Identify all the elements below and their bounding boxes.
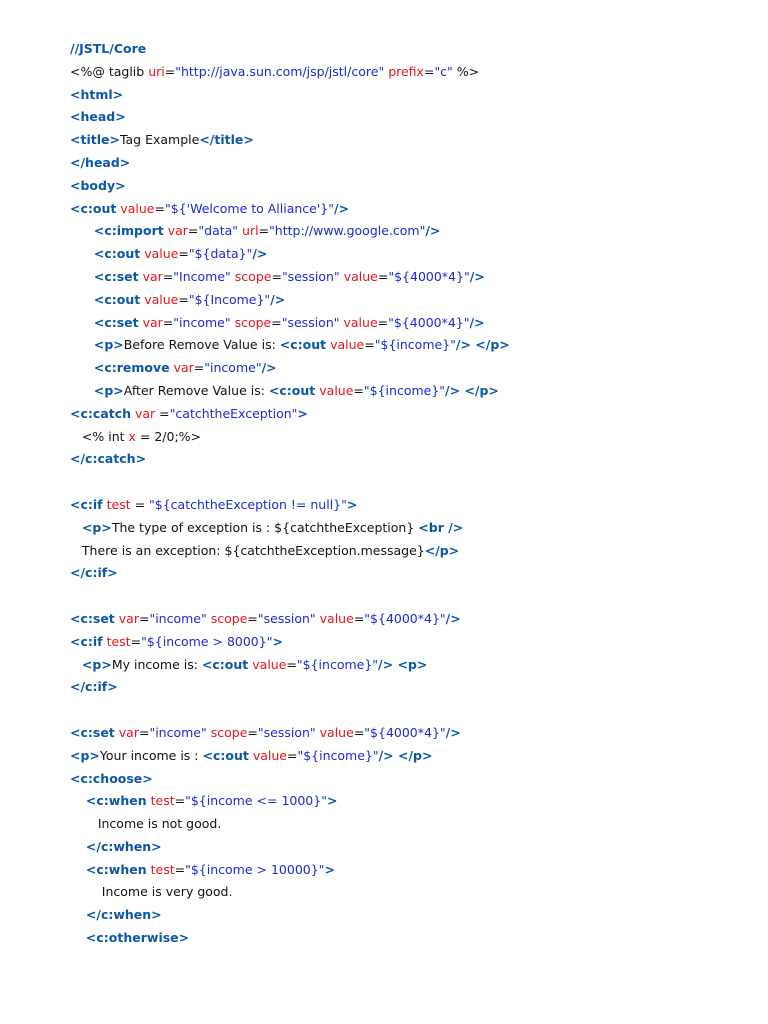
code-token-attr: value [120,200,155,216]
code-line [70,722,750,745]
code-line [70,357,750,380]
code-token-text: = [174,861,186,877]
code-token-text: After Remove Value is: [123,382,269,398]
code-token-tag: <c:out [268,382,316,398]
code-token-tag: </head> [70,154,131,170]
code-token-attr: value [330,337,365,353]
code-token-attr: x [128,428,136,444]
code-token-attr: value [319,610,354,626]
code-token-text: = [130,633,142,649]
code-token-tag: <html> [70,86,124,102]
code-line [70,517,750,540]
code-token-text: Income is not good. [70,816,222,832]
code-token-text: = [187,223,199,239]
code-token-tag: /> </p> [378,747,433,763]
code-token-text: My income is: [111,656,202,672]
code-line [70,448,750,471]
code-token-attr: test [106,633,131,649]
code-line [70,198,750,221]
code-token-tag: /> [445,724,461,740]
code-token-text: = [364,337,375,353]
code-line [70,312,750,335]
code-token-text: = [423,63,435,79]
code-token-val: "${income}" [296,656,379,672]
code-token-attr: value [319,724,354,740]
code-line [70,129,750,152]
code-token-tag: /> [425,223,441,239]
code-line [70,84,750,107]
code-token-attr: var [167,223,188,239]
code-token-val: "catchtheException" [169,405,298,421]
code-line [70,471,750,494]
code-line [70,631,750,654]
code-token-tag: /> [469,314,485,330]
code-line [70,562,750,585]
code-token-tag: <c:out [70,200,117,216]
code-line [70,745,750,768]
code-token-tag: <p> [81,656,112,672]
code-token-tag: </c:if> [70,565,118,581]
code-line [70,380,750,403]
code-token-tag: <c:set [70,724,115,740]
code-line [70,106,750,129]
code-line [70,243,750,266]
code-token-val: "session" [281,314,340,330]
code-line [70,220,750,243]
code-token-val: "session" [257,610,316,626]
code-token-tag: </c:catch> [70,451,147,467]
code-token-tag: <c:choose> [70,770,153,786]
code-token-tag: <c:out [93,291,141,307]
code-token-text [70,657,82,672]
code-token-tag: /> <p> [378,656,428,672]
code-token-val: "${'Welcome to Alliance'}" [164,200,335,216]
code-token-text: = [247,724,258,740]
code-token-tag: <c:out [201,656,249,672]
code-token-text: = [155,405,170,421]
code-token-val: "${4000*4}" [388,268,470,284]
code-token-val: "session" [257,724,316,740]
code-token-tag: </c:when> [85,838,162,854]
code-token-text: = [174,793,186,809]
code-token-text: = [271,268,282,284]
code-line [70,881,750,904]
code-line [70,608,750,631]
code-token-text [70,930,86,945]
code-token-attr: scope [234,268,272,284]
code-token-val: "${income}" [374,337,456,353]
code-token-tag: <c:when [85,861,147,877]
code-token-text: <%@ taglib [70,63,149,79]
code-token-text [70,315,94,330]
code-token-attr: var [173,360,194,376]
code-token-val: "${data}" [188,246,253,262]
code-token-val: "${4000*4}" [364,610,446,626]
code-token-text: Your income is : [99,747,203,763]
code-token-val: "c" [434,63,453,79]
code-token-attr: var [118,610,139,626]
code-token-attr: scope [210,724,248,740]
code-token-text [70,223,94,238]
code-token-tag: </title> [199,132,254,148]
code-line [70,585,750,608]
code-token-text [70,793,86,808]
code-token-text: Before Remove Value is: [123,337,280,353]
code-line [70,836,750,859]
code-token-tag: > [326,793,338,809]
code-token-tag: <p> [70,747,100,763]
code-token-val: "session" [281,268,340,284]
code-token-tag: <br /> [418,519,464,535]
code-token-tag: <c:when [85,793,147,809]
code-token-text: = [138,610,150,626]
code-line [70,676,750,699]
code-line [70,175,750,198]
code-line [70,904,750,927]
code-token-attr: var [135,405,156,421]
code-token-text: Tag Example [119,132,200,148]
code-token-text [70,292,94,307]
code-token-val: "${income}" [363,382,446,398]
code-token-tag: /> [252,246,268,262]
code-token-text: = [247,610,258,626]
code-line [70,927,750,950]
code-token-tag: > [272,633,283,649]
code-token-tag: /> [270,291,286,307]
code-token-val: "income" [173,314,231,330]
code-token-val: "Income" [173,268,231,284]
code-line [70,699,750,722]
code-token-text: = [353,382,364,398]
code-token-text [70,907,86,922]
code-token-tag: <c:out [202,747,249,763]
code-token-val: "${4000*4}" [364,724,446,740]
code-token-tag: /> [469,268,485,284]
code-token-val: "${Income}" [188,291,271,307]
code-token-text: = [377,314,389,330]
code-token-text: Income is very good. [70,884,233,900]
code-line [70,494,750,517]
code-token-text: = [162,314,174,330]
code-token-tag: <p> [81,519,112,535]
code-token-val: "${income > 8000}" [141,633,273,649]
code-token-attr: test [150,861,175,877]
code-token-val: "${catchtheException != null}" [149,496,347,512]
code-token-tag: <c:out [93,246,141,262]
code-token-text: <% int [70,428,129,444]
code-token-text: = [178,291,189,307]
code-token-attr: value [144,246,179,262]
code-token-tag: <body> [70,177,126,193]
code-token-attr: test [106,496,131,512]
code-token-text: %> [452,63,480,79]
code-token-text: = [178,246,189,262]
code-line [70,403,750,426]
code-token-attr: value [343,268,378,284]
code-line [70,334,750,357]
code-token-tag: <c:set [93,268,139,284]
code-token-tag: </p> [424,542,460,558]
code-token-val: "http://java.sun.com/jsp/jstl/core" [175,63,385,79]
code-token-tag: /> </p> [445,382,499,398]
code-token-tag: <p> [93,382,124,398]
code-token-tag: <c:out [279,337,327,353]
code-token-text: = [164,63,176,79]
code-token-tag: <head> [70,109,126,125]
code-token-val: "${income <= 1000}" [185,793,327,809]
code-token-text: = [154,200,165,216]
code-token-attr: var [142,314,163,330]
code-token-attr: prefix [388,63,424,79]
code-listing [70,38,750,950]
code-token-text [70,246,94,261]
code-token-text: The type of exception is : ${catchtheException} [111,519,419,535]
code-token-val: "income" [204,360,262,376]
code-token-tag: <c:set [70,610,115,626]
code-token-attr: value [252,656,287,672]
code-token-val: "http://www.google.com" [269,223,426,239]
code-line [70,540,750,563]
code-token-tag: <c:if [70,633,103,649]
code-token-text [70,383,94,398]
code-token-text: = [271,314,282,330]
code-line [70,289,750,312]
code-token-tag: > [346,496,358,512]
code-token-tag: /> [334,200,350,216]
code-line [70,266,750,289]
code-token-text [70,862,86,877]
code-token-text: = [286,747,298,763]
code-token-tag: </c:if> [70,679,118,695]
code-token-text: = [162,268,174,284]
code-token-text: = [286,656,297,672]
code-token-attr: test [150,793,175,809]
code-token-tag: <c:otherwise> [85,930,190,946]
code-token-val: "data" [198,223,239,239]
code-token-text [70,839,86,854]
code-line [70,768,750,791]
code-line [70,790,750,813]
code-token-val: "${4000*4}" [388,314,470,330]
code-token-val: "income" [149,724,207,740]
code-line [70,38,750,61]
code-token-attr: scope [234,314,272,330]
code-token-tag: > [297,405,308,421]
code-token-tag: <c:remove [93,360,170,376]
code-token-attr: var [118,724,139,740]
code-token-text [70,269,94,284]
code-token-tag: /> </p> [455,337,510,353]
code-token-attr: var [142,268,163,284]
code-token-attr: scope [210,610,248,626]
code-token-val: "${income > 10000}" [185,861,325,877]
code-token-text: = [377,268,389,284]
code-token-text: = [130,496,150,512]
code-line [70,426,750,449]
code-token-tag: <p> [93,337,124,353]
code-line [70,654,750,677]
code-token-text: = [193,360,205,376]
code-token-val: "income" [149,610,207,626]
code-token-tag: /> [261,360,277,376]
code-token-text: = [258,223,270,239]
code-token-tag: > [324,861,335,877]
code-token-attr: value [319,382,354,398]
code-token-comment: //JSTL/Core [70,41,147,56]
code-token-text: = [353,610,365,626]
code-line [70,61,750,84]
code-token-tag: /> [445,610,461,626]
code-token-tag: <title> [70,132,120,148]
code-token-val: "${income}" [297,747,379,763]
code-token-tag: <c:set [93,314,139,330]
code-token-text [70,337,94,352]
code-token-tag: </c:when> [85,907,162,923]
code-line [70,152,750,175]
code-token-text: = 2/0;%> [135,428,202,444]
code-token-attr: value [252,747,287,763]
code-token-text: There is an exception: ${catchtheException.message} [70,542,425,558]
code-token-text [70,360,94,375]
code-token-tag: <c:import [93,223,164,239]
code-token-text: = [353,724,365,740]
code-line [70,859,750,882]
code-line [70,813,750,836]
code-token-attr: url [242,223,259,239]
code-token-attr: value [144,291,179,307]
code-token-attr: uri [148,63,165,79]
code-token-tag: <c:if [70,496,103,512]
code-token-tag: <c:catch [70,405,132,421]
code-token-attr: value [343,314,378,330]
code-token-text [70,520,82,535]
code-token-text: = [138,724,150,740]
